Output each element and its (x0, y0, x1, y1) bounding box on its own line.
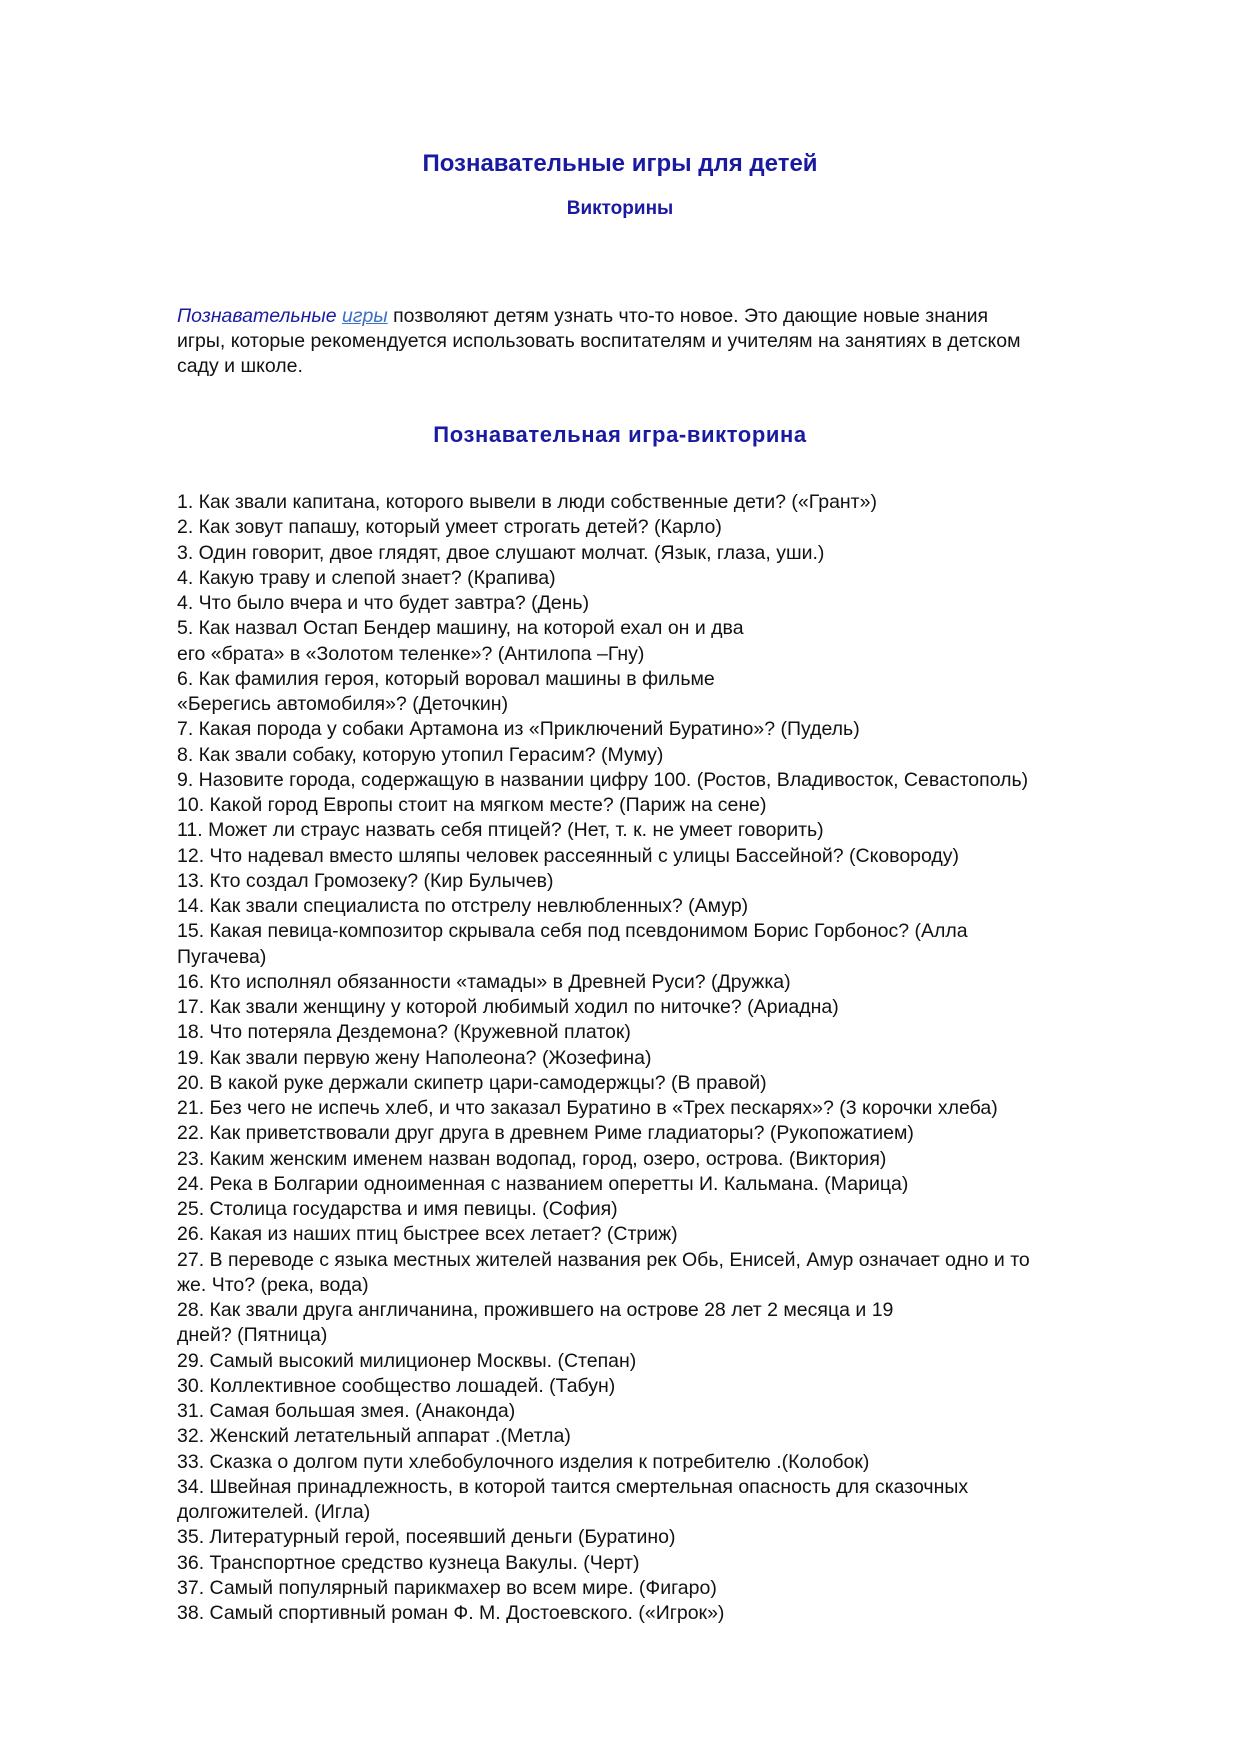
intro-paragraph (177, 304, 1137, 379)
quiz-question-line: 19. Как звали первую жену Наполеона? (Жозефина) (177, 1046, 652, 1069)
quiz-question-line: «Берегись автомобиля»? (Деточкин) (177, 693, 509, 715)
quiz-question-line: 25. Столица государства и имя певицы. (София) (177, 1198, 618, 1220)
quiz-question-line: 9. Назовите города, содержащую в названии цифру 100. (Ростов, Владивосток, Севастополь) (177, 768, 1029, 791)
quiz-question-line: 30. Коллективное сообщество лошадей. (Табун) (177, 1374, 616, 1397)
quiz-question-line: 20. В какой руке держали скипетр цари-самодержцы? (В правой) (177, 1071, 767, 1094)
quiz-question-line: 12. Что надевал вместо шляпы человек рассеянный с улицы Бассейной? (Сковороду) (177, 844, 960, 867)
section-heading: Познавательная игра-викторина (433, 422, 807, 447)
quiz-question-line: 13. Кто создал Громозеку? (Кир Булычев) (177, 869, 554, 892)
quiz-question-line: 21. Без чего не испечь хлеб, и что заказал Буратино в «Трех пескарях»? (3 корочки хлеба) (177, 1097, 998, 1119)
quiz-question-line: дней? (Пятница) (177, 1324, 328, 1347)
quiz-question-line: 3. Один говорит, двое глядят, двое слушают молчат. (Язык, глаза, уши.) (177, 541, 825, 564)
quiz-question-line: 32. Женский летательный аппарат .(Метла) (177, 1425, 571, 1448)
quiz-question-line: 10. Какой город Европы стоит на мягком месте? (Париж на сене) (177, 794, 767, 816)
intro-emphasis: Познавательные (177, 305, 337, 327)
quiz-question-line: 27. В переводе с языка местных жителей названия рек Обь, Енисей, Амур означает одно и то (177, 1248, 1030, 1271)
quiz-question-line: 37. Самый популярный парикмахер во всем мире. (Фигаро) (177, 1576, 717, 1599)
quiz-question-line: 15. Какая певица-композитор скрывала себя под псевдонимом Борис Горбонос? (Алла (177, 920, 968, 943)
quiz-question-line: Пугачева) (177, 945, 267, 968)
quiz-question-line: его «брата» в «Золотом теленке»? (Антилопа –Гну) (177, 642, 645, 665)
intro-text-line3: саду и школе. (177, 355, 303, 377)
intro-text-line2: игры, которые рекомендуется использовать воспитателям и учителям на занятиях в детском (177, 330, 1021, 352)
quiz-question-line: 11. Может ли страус назвать себя птицей? (Нет, т. к. не умеет говорить) (177, 819, 824, 842)
quiz-question-line: 5. Как назвал Остап Бендер машину, на которой ехал он и два (177, 617, 744, 640)
quiz-question-line: 7. Какая порода у собаки Артамона из «Приключений Буратино»? (Пудель) (177, 718, 860, 741)
quiz-question-line: 4. Какую траву и слепой знает? (Крапива) (177, 566, 556, 589)
quiz-question-line: 36. Транспортное средство кузнеца Вакулы. (Черт) (177, 1551, 640, 1574)
quiz-question-line: 29. Самый высокий милиционер Москвы. (Степан) (177, 1349, 637, 1372)
quiz-question-line: же. Что? (река, вода) (177, 1273, 369, 1296)
quiz-question-line: 8. Как звали собаку, которую утопил Герасим? (Муму) (177, 743, 664, 766)
quiz-question-line: 2. Как зовут папашу, который умеет строгать детей? (Карло) (177, 516, 722, 539)
quiz-question-line: 14. Как звали специалиста по отстрелу невлюбленных? (Амур) (177, 895, 749, 917)
quiz-question-line: 18. Что потеряла Дездемона? (Кружевной платок) (177, 1021, 631, 1044)
quiz-question-line: 22. Как приветствовали друг друга в древнем Риме гладиаторы? (Рукопожатием) (177, 1122, 914, 1145)
quiz-question-line: 38. Самый спортивный роман Ф. М. Достоевского. («Игрок») (177, 1602, 725, 1624)
quiz-question-line: 4. Что было вчера и что будет завтра? (День) (177, 592, 590, 614)
quiz-question-line: 17. Как звали женщину у которой любимый ходил по ниточке? (Ариадна) (177, 996, 839, 1018)
quiz-question-line: 6. Как фамилия героя, который воровал машины в фильме (177, 667, 715, 690)
quiz-question-line: 34. Швейная принадлежность, в которой таится смертельная опасность для сказочных (177, 1475, 969, 1498)
quiz-question-line: 35. Литературный герой, посеявший деньги (Буратино) (177, 1526, 676, 1549)
page-subtitle: Викторины (566, 198, 674, 219)
quiz-question-line: 31. Самая большая змея. (Анаконда) (177, 1400, 516, 1422)
games-link[interactable]: игры (342, 305, 388, 327)
page-title: Познавательные игры для детей (422, 150, 818, 177)
quiz-question-line: долгожителей. (Игла) (177, 1501, 371, 1523)
quiz-question-line: 26. Какая из наших птиц быстрее всех летает? (Стриж) (177, 1223, 678, 1246)
quiz-question-line: 33. Сказка о долгом пути хлебобулочного изделия к потребителю .(Колобок) (177, 1450, 870, 1473)
quiz-question-line: 28. Как звали друга англичанина, прожившего на острове 28 лет 2 месяца и 19 (177, 1299, 894, 1321)
quiz-question-line: 23. Каким женским именем назван водопад, город, озеро, острова. (Виктория) (177, 1147, 887, 1170)
quiz-question-list (177, 490, 1157, 1626)
quiz-question-line: 16. Кто исполнял обязанности «тамады» в Древней Руси? (Дружка) (177, 970, 791, 993)
quiz-question-line: 24. Река в Болгарии одноименная с названием оперетты И. Кальмана. (Марица) (177, 1172, 909, 1195)
quiz-question-line: 1. Как звали капитана, которого вывели в люди собственные дети? («Грант») (177, 491, 877, 513)
intro-text-line1: позволяют детям узнать что-то новое. Это дающие новые знания (387, 305, 989, 327)
